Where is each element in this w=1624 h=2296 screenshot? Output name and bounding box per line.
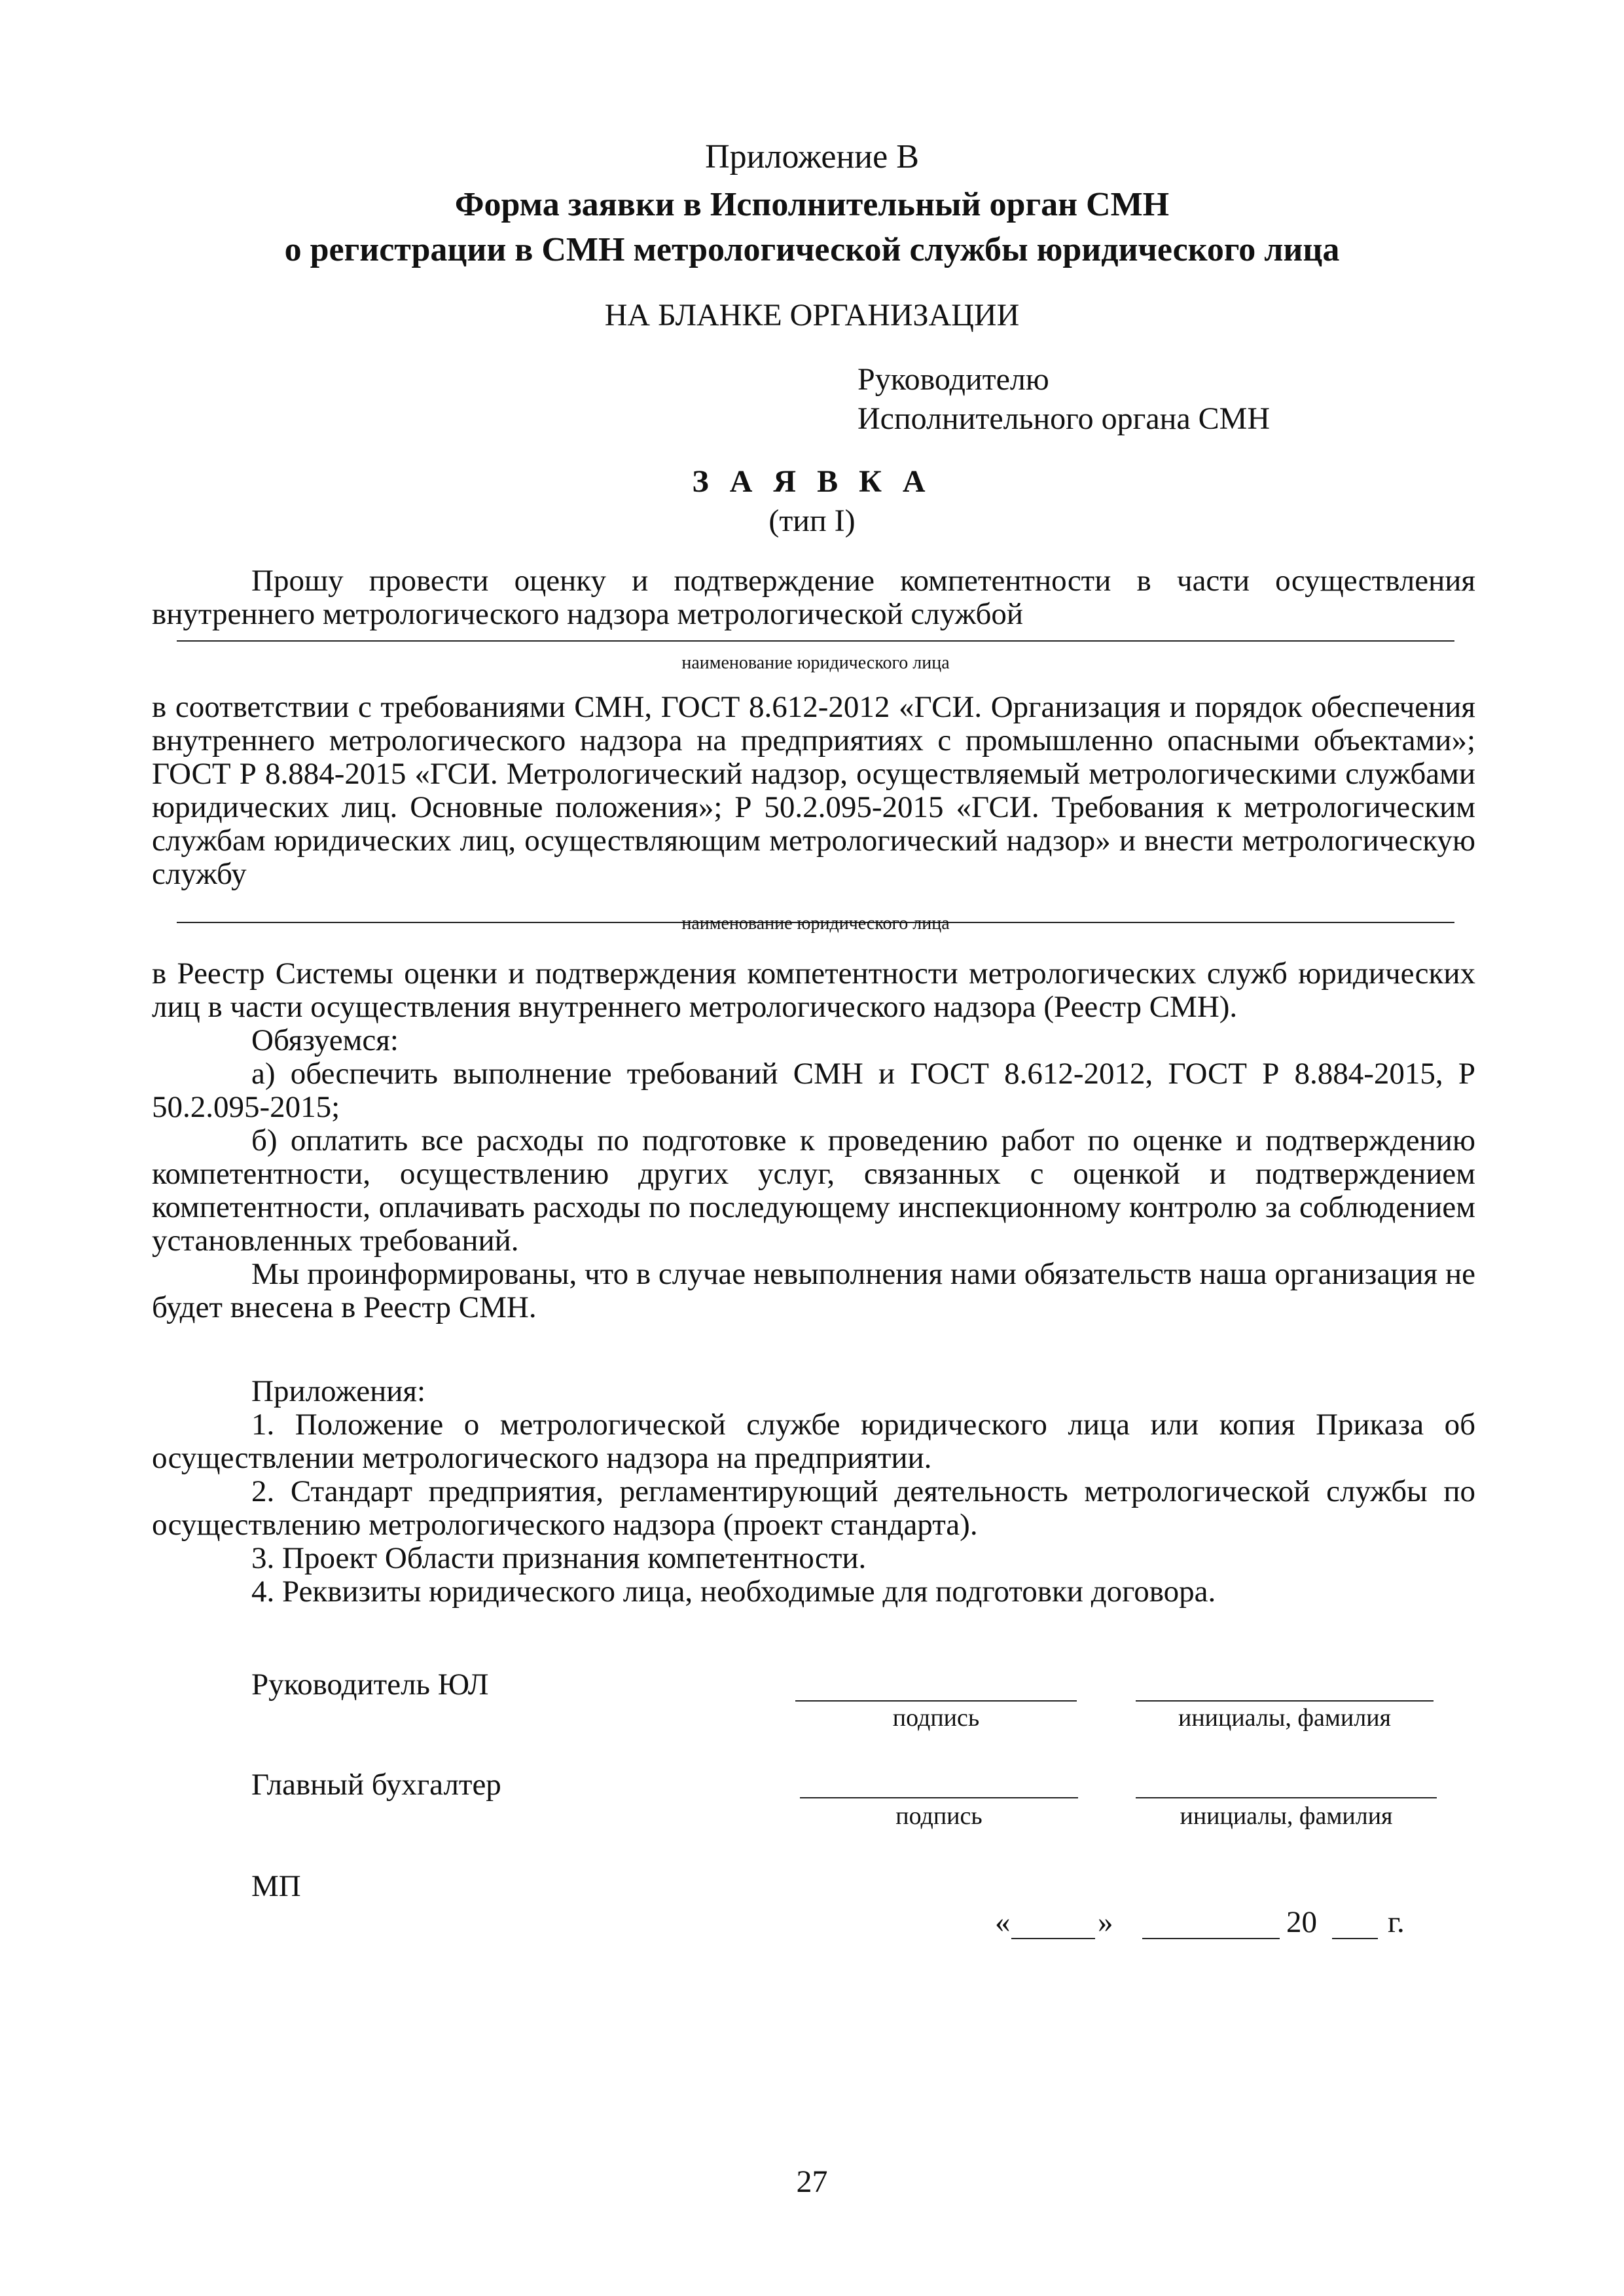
accountant-signature-line[interactable] [800,1797,1078,1798]
conformity-paragraph [152,691,1475,891]
attachment-item: 3. Проект Области признания компетентности. [251,1541,867,1575]
registry-text: в Реестр Системы оценки и подтверждения компетентности метрологических служб юридических лиц в части осуществления внутреннего метрологического надзора (Реестр СМН). [152,957,1475,1024]
informed-text: Мы проинформированы, что в случае невыполнения нами обязательств наша организация не будет внесена в Реестр СМН. [152,1257,1475,1324]
accountant-name-line[interactable] [1136,1797,1437,1798]
attachment-item: 4. Реквизиты юридического лица, необходимые для подготовки договора. [251,1575,1216,1609]
application-title: З А Я В К А [692,464,932,499]
addressee-line2: Исполнительного органа СМН [857,401,1270,436]
head-name-line[interactable] [1136,1700,1434,1702]
addressee-line1: Руководителю [857,362,1049,397]
obligations-title: Обязуемся: [251,1023,399,1057]
form-title-line1: Форма заявки в Исполнительный орган СМН [454,186,1170,223]
application-type: (тип I) [768,503,856,538]
obligation-b: б) оплатить все расходы по подготовке к проведению работ по оценке и подтверждению компетентности, осуществлению других услуг, связанных с оценкой и подтверждением компетентности, оплачивать расходы по последующему инспекционному контролю за соблюдением установленных требований. [152,1123,1475,1258]
stamp-place: МП [251,1869,301,1903]
attachments-title: Приложения: [251,1374,426,1408]
head-label: Руководитель ЮЛ [251,1667,489,1702]
attachments-block [152,1375,1475,1609]
org-name-caption-2: наименование юридического лица [681,913,950,934]
registry-block [152,957,1475,1324]
attachment-item: 1. Положение о метрологической службе юридического лица или копия Приказа об осуществлении метрологического надзора на предприятии. [152,1408,1475,1475]
attachment-item: 2. Стандарт предприятия, регламентирующий деятельность метрологической службы по осуществлению метрологического надзора (проект стандарта). [152,1474,1475,1542]
head-name-caption: инициалы, фамилия [1178,1704,1392,1732]
accountant-name-caption: инициалы, фамилия [1180,1802,1393,1830]
org-name-line-1[interactable] [177,640,1454,642]
date-month-line[interactable] [1142,1938,1280,1939]
form-title-line2: о регистрации в СМН метрологической службы юридического лица [284,231,1340,268]
date-close-quote: » [1098,1905,1113,1939]
head-signature-caption: подпись [892,1704,980,1732]
head-signature-line[interactable] [795,1700,1077,1702]
letterhead-note: НА БЛАНКЕ ОРГАНИЗАЦИИ [604,298,1020,333]
appendix-label: Приложение В [705,138,919,175]
date-century: 20 [1286,1905,1317,1939]
date-year-line[interactable] [1332,1938,1378,1939]
obligation-a: а) обеспечить выполнение требований СМН и ГОСТ 8.612-2012, ГОСТ Р 8.884-2015, Р 50.2.095-2015; [152,1057,1475,1124]
conformity-text: в соответствии с требованиями СМН, ГОСТ 8.612-2012 «ГСИ. Организация и порядок обеспечения внутреннего метрологического надзора на предприятиях с промышленно опасными объектами»; ГОСТ Р 8.884-2015 «ГСИ. Метрологический надзор, осуществляемый метрологическими службами юридических лиц. Основные положения»; Р 50.2.095-2015 «ГСИ. Требования к метрологическим службам юридических лиц, осуществляющим метрологический надзор» и внести метрологическую службу [152,690,1475,891]
request-paragraph [152,564,1475,631]
org-name-caption-1: наименование юридического лица [681,653,950,673]
date-suffix: г. [1388,1905,1405,1939]
accountant-signature-caption: подпись [895,1802,983,1830]
date-day-line[interactable] [1011,1938,1095,1939]
date-open-quote: « [995,1905,1011,1939]
page-number: 27 [796,2164,828,2199]
request-text: Прошу провести оценку и подтверждение компетентности в части осуществления внутреннего метрологического надзора метрологической службой [152,564,1475,631]
accountant-label: Главный бухгалтер [251,1768,501,1802]
